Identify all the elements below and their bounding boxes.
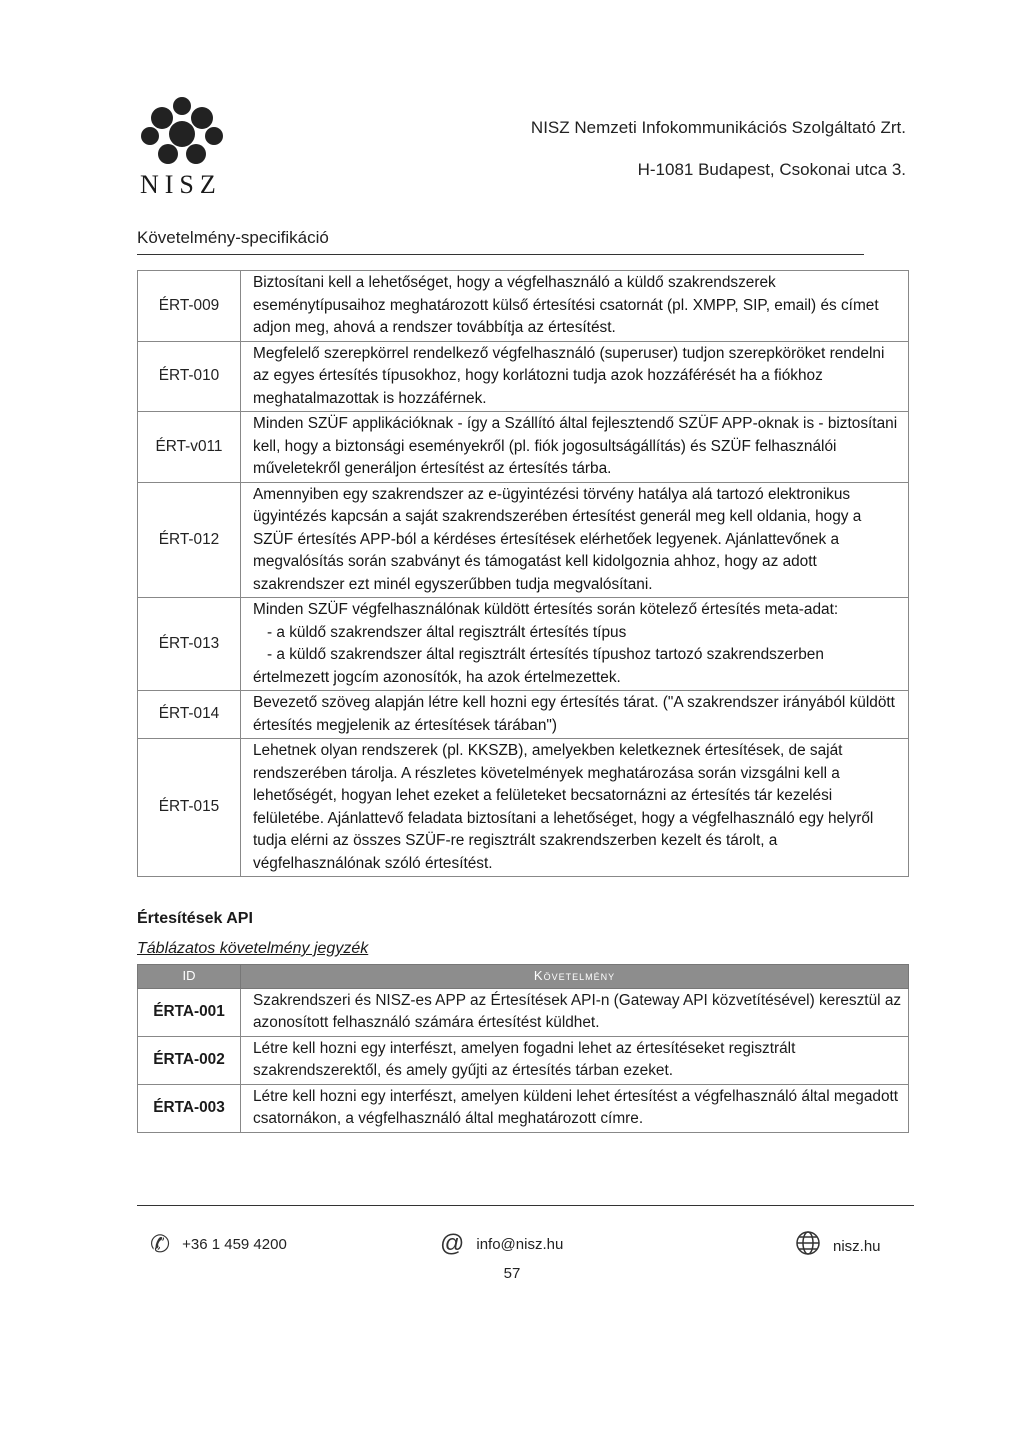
requirement-text: Bevezető szöveg alapján létre kell hozni egy értesítés tárat. ("A szakrendszer irányából küldött értesítés megjelenik az értesítések tárában") [241, 691, 909, 739]
requirement-text: Biztosítani kell a lehetőséget, hogy a végfelhasználó a küldő szakrendszerek eseménytípusaihoz meghatározott külső értesítési csatornát (pl. XMPP, SIP, email) és címet adjon meg, ahová a rendszer továbbítja az értesítést. [241, 271, 909, 342]
column-header-id: ID [138, 965, 241, 989]
globe-icon [795, 1230, 821, 1263]
phone-icon: ✆ [150, 1231, 171, 1258]
nisz-logo-icon [138, 92, 228, 170]
company-address: H-1081 Budapest, Csokonai utca 3. [637, 160, 906, 179]
table-row [138, 739, 909, 877]
table-header-row [138, 965, 909, 989]
footer-phone [150, 1230, 287, 1259]
table-row [138, 691, 909, 739]
footer-divider [137, 1205, 914, 1206]
requirement-id: ÉRT-013 [138, 598, 241, 691]
table-row [138, 1036, 909, 1084]
requirement-text: Szakrendszeri és NISZ-es APP az Értesítések API-n (Gateway API közvetítésével) keresztül az azonosított felhasználó számára értesítést küldhet. [241, 988, 909, 1036]
footer-email [440, 1230, 563, 1258]
table-row [138, 598, 909, 691]
requirement-text: Megfelelő szerepkörrel rendelkező végfelhasználó (superuser) tudjon szerepköröket rendelni az egyes értesítés típusokhoz, hogy korlátozni tudja azok hozzáférését ha a fiókhoz meghatalmazottak is hozzáférnek. [241, 341, 909, 412]
requirement-text: Létre kell hozni egy interfészt, amelyen fogadni lehet az értesítéseket regisztrált szakrendszerektől, és amely gyűjti az értesítés tárban ezeket. [241, 1036, 909, 1084]
requirement-id: ÉRT-009 [138, 271, 241, 342]
table-row [138, 412, 909, 483]
table-row [138, 482, 909, 598]
table-row [138, 341, 909, 412]
table-row [138, 988, 909, 1036]
requirement-text: Létre kell hozni egy interfészt, amelyen küldeni lehet értesítést a végfelhasználó által megadott csatornákon, a végfelhasználó által meghatározott címre. [241, 1084, 909, 1132]
company-name: NISZ Nemzeti Infokommunikációs Szolgáltató Zrt. [530, 118, 906, 137]
requirement-id: ÉRT-v011 [138, 412, 241, 483]
requirement-text: Amennyiben egy szakrendszer az e-ügyintézési törvény hatálya alá tartozó elektronikus ügyintézés kapcsán a saját szakrendszerében értesítést generál meg kell oldania, hogy a SZÜF értesítés APP-ból a kérdéses értesítések elérhetőek legyenek. Ajánlattevőnek a megvalósítás során szabványt és támogatást kell kidolgoznia ahhoz, hogy az adott szakrendszer ezt minél egyszerűbben tudja megvalósítani. [241, 482, 909, 598]
page-number: 57 [503, 1265, 521, 1282]
section-subtitle: Táblázatos követelmény jegyzék [137, 940, 369, 957]
requirement-id: ÉRT-012 [138, 482, 241, 598]
requirement-id: ÉRTA-001 [138, 988, 241, 1036]
column-header-requirement: Követelmény [241, 965, 909, 989]
requirement-id: ÉRTA-003 [138, 1084, 241, 1132]
requirement-id: ÉRT-014 [138, 691, 241, 739]
logo-text: NISZ [140, 170, 222, 199]
nisz-logo [138, 92, 238, 170]
document-type: Követelmény-specifikáció [137, 228, 329, 247]
header-divider [137, 254, 864, 255]
requirement-outro: értelmezett jogcím azonosítók, ha azok értelmezettek. [253, 668, 621, 686]
footer-web [795, 1230, 881, 1263]
phone-number: +36 1 459 4200 [182, 1236, 287, 1253]
requirement-id: ÉRT-015 [138, 739, 241, 877]
requirements-table [137, 270, 909, 877]
section-title: Értesítések API [137, 910, 253, 927]
requirement-item: - a küldő szakrendszer által regisztrált értesítés típus [267, 623, 627, 641]
requirement-id: ÉRT-010 [138, 341, 241, 412]
requirement-text: Lehetnek olyan rendszerek (pl. KKSZB), amelyekben keletkeznek értesítések, de saját rendszerében tárolja. A részletes követelmények meghatározása során vizsgálni kell a lehetőségét, hogyan lehet ezeket a felületeket becsatornázni az értesítés tár kezelési felületébe. Ajánlattevő feladata biztosítani a lehetőséget, hogy a végfelhasználó egy helyről tudja elérni az összes SZÜF-re regisztrált szakrendszerben kezelt és tárolt, a végfelhasználónak szóló értesítést. [241, 739, 909, 877]
requirement-item: - a küldő szakrendszer által regisztrált értesítés típushoz tartozó szakrendszerben [267, 646, 824, 663]
api-requirements-table [137, 964, 909, 1133]
at-icon: @ [440, 1230, 465, 1257]
requirement-intro: Minden SZÜF végfelhasználónak küldött értesítés során kötelező értesítés meta-adat: [253, 601, 839, 618]
requirement-id: ÉRTA-002 [138, 1036, 241, 1084]
email-address: info@nisz.hu [476, 1235, 564, 1253]
table-row [138, 1084, 909, 1132]
website: nisz.hu [833, 1238, 881, 1255]
requirement-text: Minden SZÜF applikációknak - így a Szállító által fejlesztendő SZÜF APP-oknak is - biztosítani kell, hogy a biztonsági eseményekről (pl. fiók jogosultságállítás) és SZÜF felhasználói műveletekről generáljon értesítést az értesítés tárba. [241, 412, 909, 483]
requirement-text [241, 598, 909, 691]
table-row [138, 271, 909, 342]
